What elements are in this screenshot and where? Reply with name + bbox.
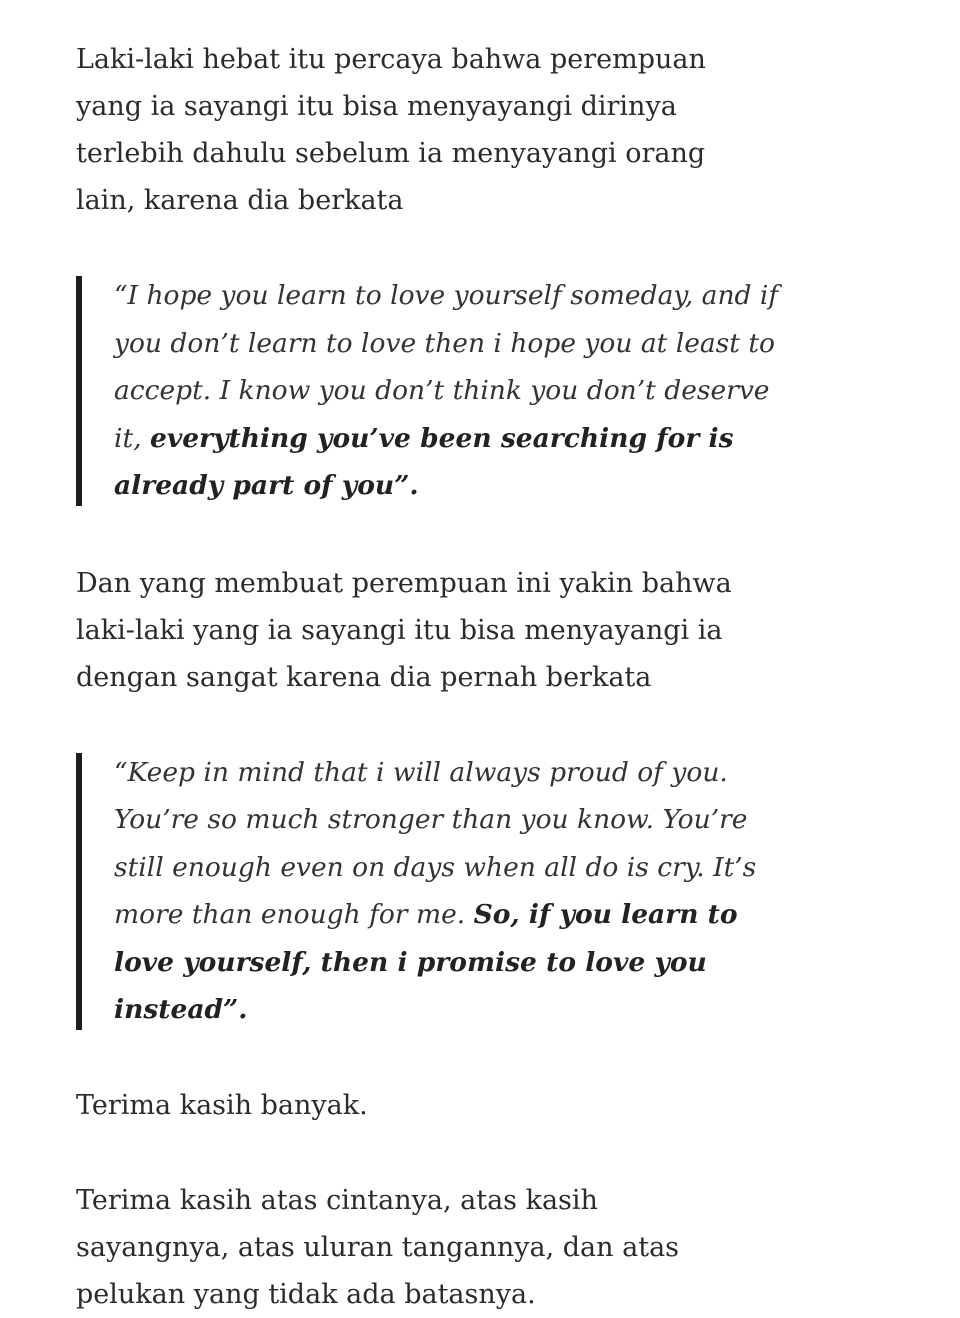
paragraph-thanks: Terima kasih banyak. [76, 1089, 368, 1121]
quote-1-emphasis: everything you’ve been searching for is already part of you”. [114, 422, 734, 501]
paragraph-intro: Laki-laki hebat itu percaya bahwa perempuan yang ia sayangi itu bisa menyayangi dirinya terlebih dahulu sebelum ia menyayangi orang lain, karena dia berkata [76, 44, 706, 216]
blockquote-1 [76, 272, 804, 510]
paragraph-second: Dan yang membuat perempuan ini yakin bahwa laki-laki yang ia sayangi itu bisa menyayangi ia dengan sangat karena dia pernah berkata [76, 567, 732, 693]
quote-1-text: “I hope you learn to love yourself someday, and if you don’t learn to love then i hope you at least to accept. I know you don’t think you don’t deserve it, [114, 280, 779, 454]
quote-2-emphasis: So, if you learn to love yourself, then i promise to love you instead”. [114, 899, 738, 1025]
quote-2-text: “Keep in mind that i will always proud of you. You’re so much stronger than you know. You’re still enough even on days when all do is cry. It’s more than enough for me. [114, 756, 757, 930]
paragraph-closing: Terima kasih atas cintanya, atas kasih sayangnya, atas uluran tangannya, dan atas pelukan yang tidak ada batasnya. [76, 1184, 680, 1310]
blockquote-2 [76, 749, 804, 1034]
article-body [76, 36, 896, 1318]
